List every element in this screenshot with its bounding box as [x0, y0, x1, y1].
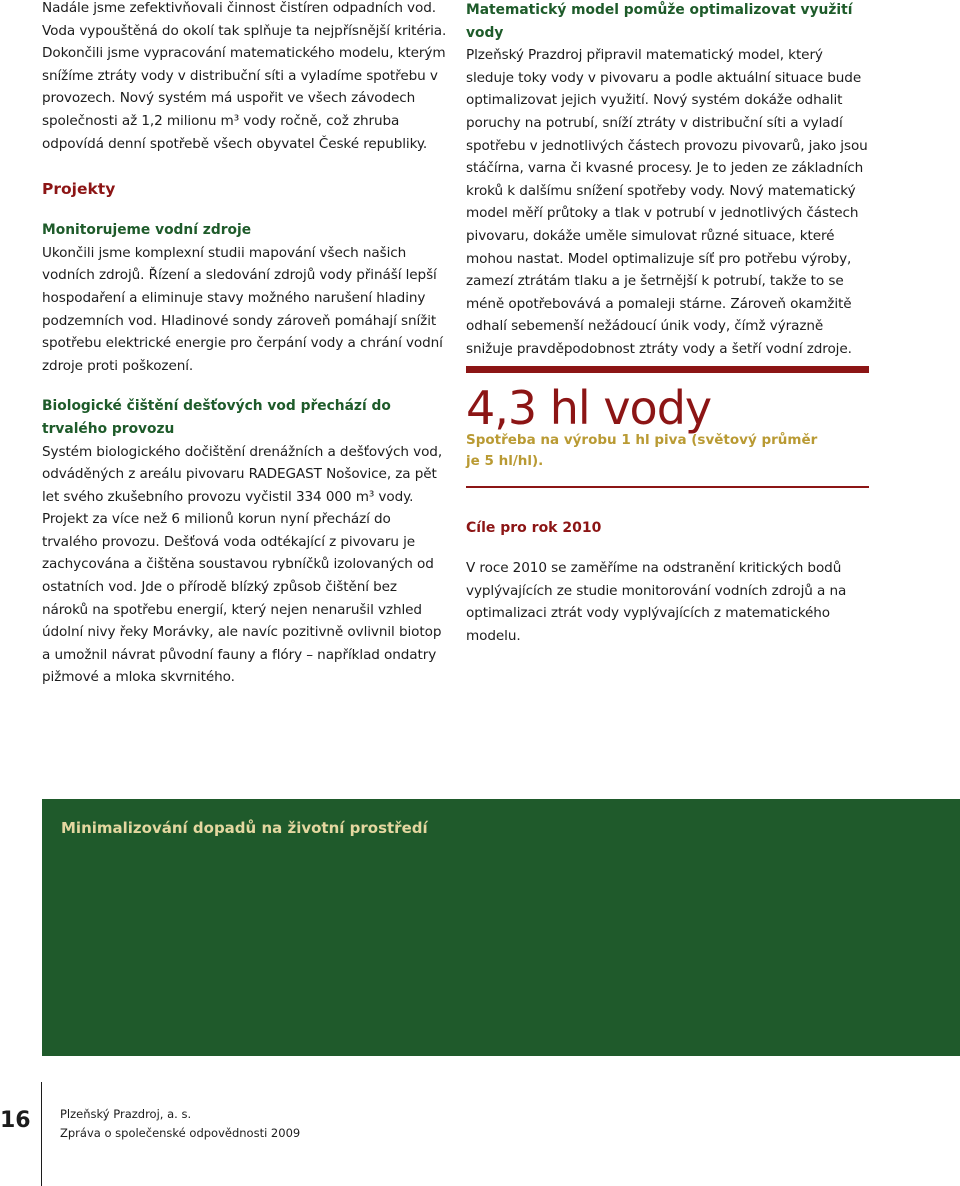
goals-heading: Cíle pro rok 2010	[466, 520, 602, 536]
footer-report: Zpráva o společenské odpovědnosti 2009	[60, 1126, 301, 1140]
stat-value: 4,3 hl vody	[466, 381, 712, 435]
stat-bottom-rule	[466, 486, 869, 488]
left-column	[42, 0, 447, 689]
model-paragraph: Plzeňský Prazdroj připravil matematický model, který sleduje toky vody v pivovaru a podle aktuální situace bude optimalizovat jejich využití. Nový systém dokáže odhalit poruchy na potrubí, sníží ztráty v distribuční síti a vyladí spotřebu v jednotlivých částech provozu pivovarů, jako jsou stáčírna, varna či kvasné procesy. Je to jeden ze základních kroků k dalšímu snížení spotřeby vody. Nový matematický model měří průtoky a tlak v potrubí v jednotlivých částech pivovaru, dokáže uměle simulovat různé situace, které mohou nastat. Model optimalizuje síť pro potřebu výroby, zamezí ztrátám tlaku a je šetrnější k potrubí, takže to se méně opotřebovává a pomaleji stárne. Zároveň okamžitě odhalí sebemenší nežádoucí únik vody, čímž výrazně snižuje pravděpodobnost ztráty vody a šetří vodní zdroje.	[466, 47, 868, 357]
stat-top-rule	[466, 366, 869, 373]
stat-caption: Spotřeba na výrobu 1 hl piva (světový průměr je 5 hl/hl).	[466, 432, 818, 469]
section-band	[42, 799, 960, 1056]
monitoring-heading: Monitorujeme vodní zdroje	[42, 222, 252, 239]
model-heading: Matematický model pomůže optimalizovat využití vody	[466, 2, 853, 41]
projects-heading: Projekty	[42, 180, 116, 199]
page-number: 16	[0, 1108, 31, 1133]
band-title: Minimalizování dopadů na životní prostředí	[61, 819, 428, 837]
footer-divider	[41, 1082, 42, 1186]
monitoring-paragraph: Ukončili jsme komplexní studii mapování všech našich vodních zdrojů. Řízení a sledování zdrojů vody přináší lepší hospodaření a eliminuje stavy možného narušení hladiny podzemních vod. Hladinové sondy zároveň pomáhají snížit spotřebu elektrické energie pro čerpání vody a chrání vodní zdroje proti poškození.	[42, 244, 443, 374]
goals-section	[466, 520, 871, 647]
goals-paragraph: V roce 2010 se zaměříme na odstranění kritických bodů vyplývajících ze studie monitorování vodních zdrojů a na optimalizaci ztrát vody vyplývajících z matematického modelu.	[466, 560, 847, 644]
bio-heading: Biologické čištění dešťových vod přechází do trvalého provozu	[42, 398, 391, 437]
intro-paragraph: Nadále jsme zefektivňovali činnost čistíren odpadních vod. Voda vypouštěná do okolí tak splňuje ta nejpřísnější kritéria. Dokončili jsme vypracování matematického modelu, kterým snížíme ztráty vody v distribuční síti a vyladíme spotřebu v provozech. Nový systém má uspořit ve všech závodech společnosti až 1,2 milionu m³ vody ročně, což zhruba odpovídá denní spotřebě všech obyvatel České republiky.	[42, 0, 447, 152]
bio-paragraph: Systém biologického dočištění drenážních a dešťových vod, odváděných z areálu pivovaru RADEGAST Nošovice, za pět let svého zkušebního provozu vyčistil 334 000 m³ vody. Projekt za více než 6 milionů korun nyní přechází do trvalého provozu. Dešťová voda odtékající z pivovaru je zachycována a čištěna soustavou rybníčků izolovaných od ostatních vod. Jde o přírodě blízký způsob čištění bez nároků na spotřebu energií, který nejen nenarušil vzhled údolní nivy řeky Morávky, ale navíc pozitivně ovlivnil biotop a umožnil návrat původní fauny a flóry – například ondatry pižmové a mloka skvrnitého.	[42, 443, 443, 686]
right-column	[466, 0, 871, 361]
footer-company: Plzeňský Prazdroj, a. s.	[60, 1107, 192, 1121]
